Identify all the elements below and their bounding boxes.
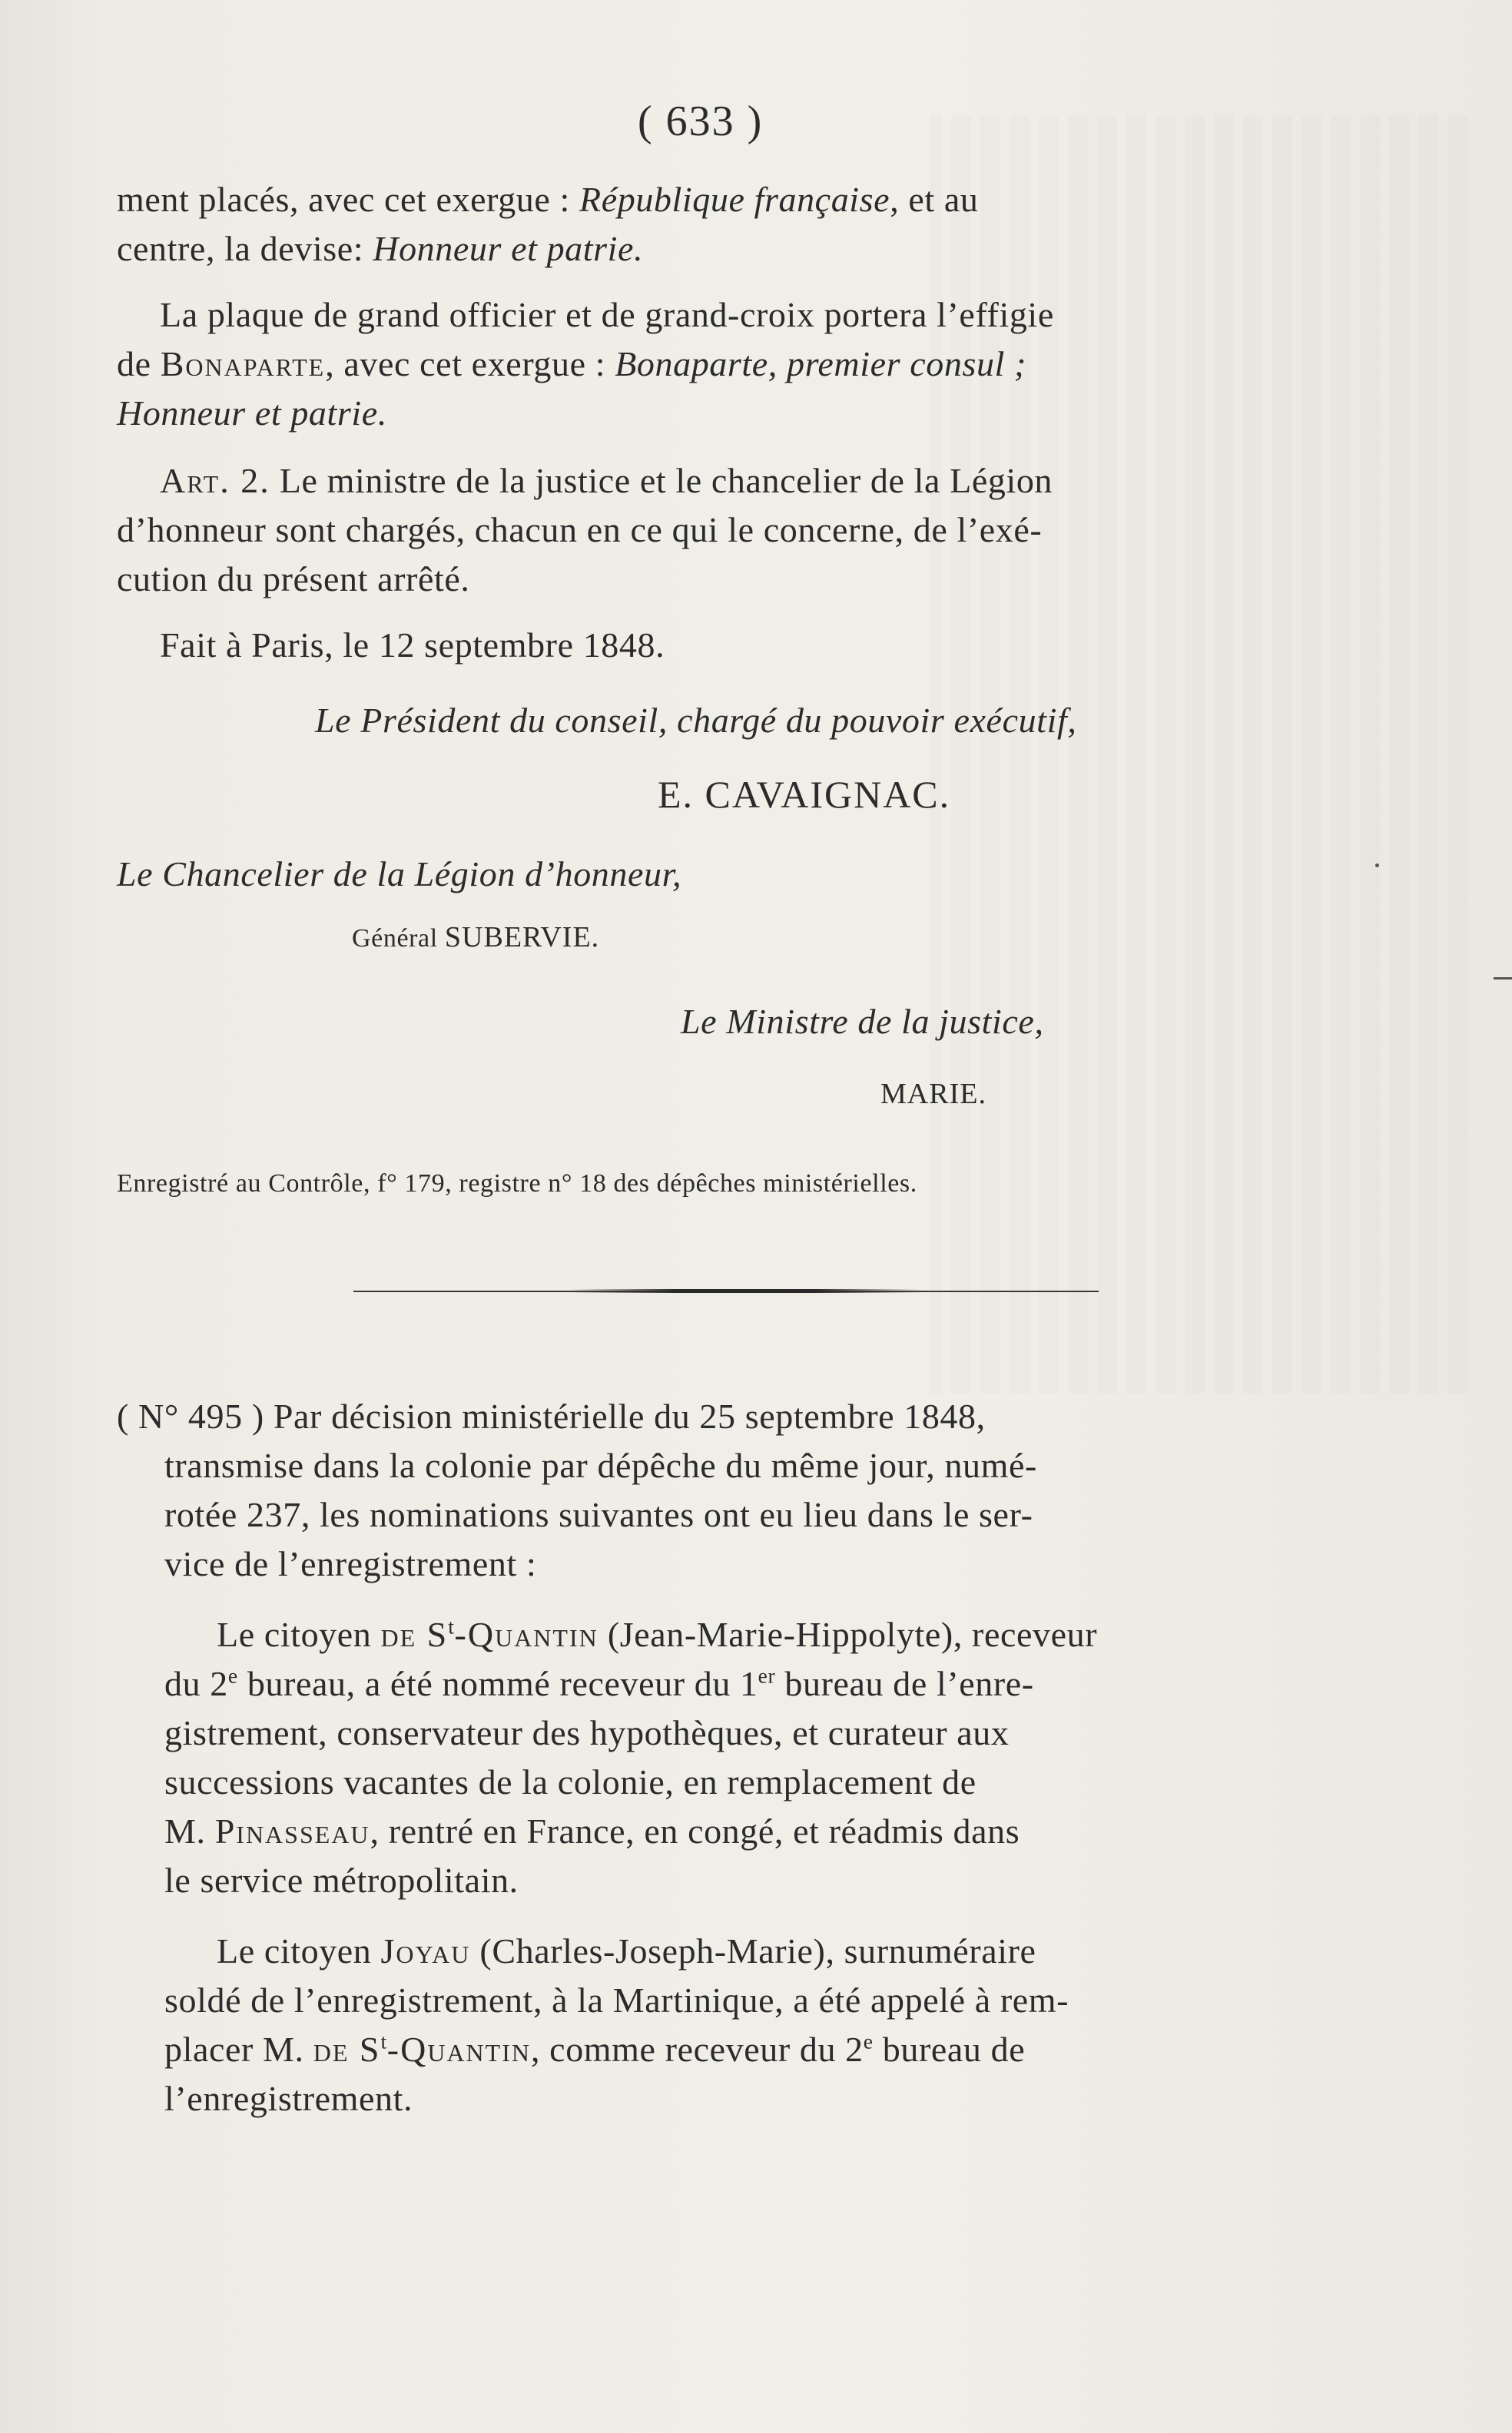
text-line-4: de Bonaparte, avec cet exergue : Bonaparte, premier consul ;	[117, 344, 1026, 383]
decision-line-8: successions vacantes de la colonie, en remplacement de	[164, 1762, 976, 1802]
decision-line-7: gistrement, conservateur des hypothèques, et curateur aux	[164, 1713, 1010, 1752]
text-line-1: ment placés, avec cet exergue : République française, et au	[117, 180, 979, 219]
decision-line-1: ( N° 495 ) Par décision ministérielle du 25 septembre 1848,	[117, 1397, 986, 1436]
text-line-3: La plaque de grand officier et de grand-croix portera l’effigie	[160, 295, 1054, 334]
decision-line-13: placer M. de $S^t$-Quantin, comme receveur du 2e bureau de	[164, 2029, 1026, 2069]
text-line-5: Honneur et patrie.	[117, 393, 387, 433]
signature-marie: MARIE.	[880, 1078, 986, 1110]
signature-subervie: Général SUBERVIE.	[352, 921, 600, 953]
separator-rule-accent	[569, 1289, 922, 1293]
text-line-2: centre, la devise: Honneur et patrie.	[117, 229, 644, 268]
chancelier-title: Le Chancelier de la Légion d’honneur,	[117, 854, 682, 893]
ink-dot	[1375, 863, 1379, 867]
president-title: Le Président du conseil, chargé du pouvoir exécutif,	[315, 701, 1077, 740]
decision-line-6: du 2e bureau, a été nommé receveur du 1er bureau de l’enre-	[164, 1663, 1034, 1703]
page-number: ( 633 )	[638, 98, 764, 145]
text-line-7: d’honneur sont chargés, chacun en ce qui le concerne, de l’exé-	[117, 510, 1043, 549]
decision-line-12: soldé de l’enregistrement, à la Martinique, a été appelé à rem-	[164, 1981, 1069, 2020]
decision-line-10: le service métropolitain.	[164, 1861, 519, 1900]
decision-line-2: transmise dans la colonie par dépêche du même jour, numé-	[164, 1446, 1037, 1485]
ministre-title: Le Ministre de la justice,	[681, 1002, 1044, 1041]
decision-line-14: l’enregistrement.	[164, 2079, 413, 2118]
decision-line-9: M. Pinasseau, rentré en France, en congé, et réadmis dans	[164, 1811, 1020, 1851]
signature-cavaignac: E. CAVAIGNAC.	[658, 773, 951, 816]
registration-note: Enregistré au Contrôle, f° 179, registre n° 18 des dépêches ministérielles.	[117, 1169, 917, 1198]
date-line: Fait à Paris, le 12 septembre 1848.	[160, 625, 665, 665]
decision-line-4: vice de l’enregistrement :	[164, 1544, 537, 1583]
article-2-line: Art. 2. Le ministre de la justice et le chancelier de la Légion	[160, 461, 1053, 500]
decision-line-3: rotée 237, les nominations suivantes ont eu lieu dans le ser-	[164, 1495, 1033, 1534]
edge-mark	[1494, 977, 1512, 979]
text-line-8: cution du présent arrêté.	[117, 559, 470, 598]
decision-line-11: Le citoyen Joyau (Charles-Joseph-Marie), surnuméraire	[217, 1931, 1036, 1971]
decision-line-5: Le citoyen de $S^t$-Quantin (Jean-Marie-Hippolyte), receveur	[217, 1614, 1098, 1654]
